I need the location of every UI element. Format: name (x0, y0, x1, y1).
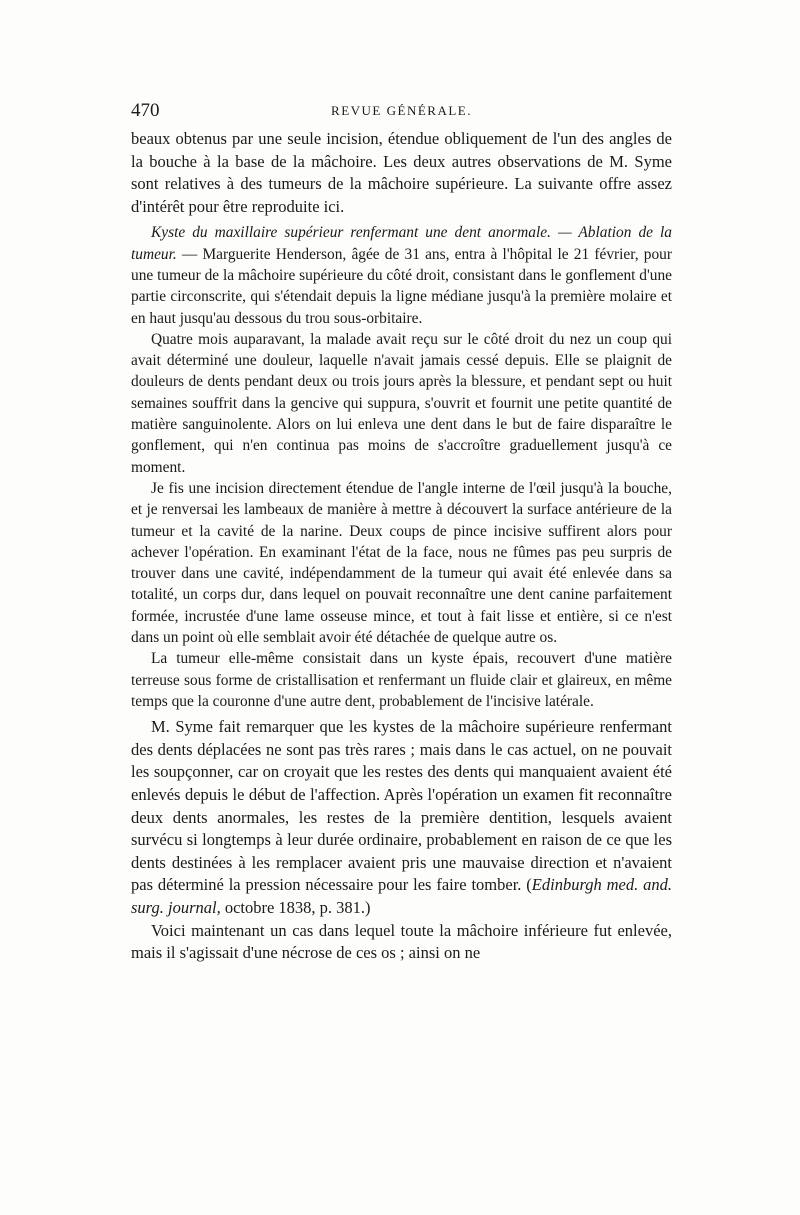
paragraph-intro: beaux obtenus par une seule incision, étendue obliquement de l'un des angles de la bouche à la base de la mâchoire. Les deux autres observations de M. Syme sont relatives à des tumeurs de la mâchoire supérieure. La suivante offre assez d'intérêt pour être reproduite ici. (131, 129, 672, 216)
paragraph-remarks (131, 716, 672, 919)
case-title: Kyste du maxillaire supérieur renfermant une dent anormale. — Ablation de la tumeur. (131, 224, 672, 263)
paragraph-history: Quatre mois auparavant, la malade avait reçu sur le côté droit du nez un coup qui avait déterminé une douleur, laquelle n'avait jamais cessé depuis. Elle se plaignit de douleurs de dents pendant deux ou trois jours après la blessure, et pendant sept ou huit semaines souffrit dans la gencive qui suppura, s'ouvrit et fournit une petite quantité de matière sanguinolente. Alors on lui enleva une dent dans le but de faire disparaître le gonflement, qui n'en continua pas moins de s'accroître graduellement jusqu'à ce moment. (131, 330, 672, 476)
citation-date: octobre 1838, p. 381.) (220, 897, 371, 917)
remarks-text: M. Syme fait remarquer que les kystes de la mâchoire supérieure renfermant des dents déplacées ne sont pas très rares ; mais dans le cas actuel, on ne pouvait les soupçonner, car on croyait que les restes des dents qui manquaient avaient été enlevés depuis le début de l'affection. Après l'opération un examen fit reconnaître deux dents anormales, les restes de la première dentition, lesquels avaient survécu si longtemps à leur durée ordinaire, probablement en raison de ce que les dents destinées à les remplacer avaient pris une mauvaise direction et n'avaient pas déterminé la pression nécessaire pour les faire tomber. ( (131, 717, 672, 895)
page-number: 470 (131, 100, 160, 121)
running-head (131, 100, 672, 124)
case-description: — Marguerite Henderson, âgée de 31 ans, entra à l'hôpital le 21 février, pour une tumeur de la mâchoire supérieure du côté droit, consistant dans le gonflement d'une partie circonscrite, qui s'étendait depuis la ligne médiane jusqu'à la première molaire et en haut jusqu'au dessous du trou sous-orbitaire. (131, 245, 672, 327)
running-title: REVUE GÉNÉRALE. (331, 103, 472, 118)
paragraph-operation: Je fis une incision directement étendue de l'angle interne de l'œil jusqu'à la bouche, et je renversai les lambeaux de manière à mettre à découvert la surface antérieure de la tumeur et la cavité de la narine. Deux coups de pince incisive suffirent alors pour achever l'opération. En examinant l'état de la face, nous ne fûmes pas peu surpris de trouver dans une cavité, indépendamment de la tumeur qui avait été enlevée dans sa totalité, un corps dur, dans lequel on pouvait reconnaître une dent canine parfaitement formée, incrustée d'une lame osseuse mince, et tout à fait lisse et entière, si ce n'est dans un point où elle semblait avoir été détachée de quelque autre os. (131, 479, 672, 647)
paragraph-next-case: Voici maintenant un cas dans lequel toute la mâchoire inférieure fut enlevée, mais il s'agissait d'une nécrose de ces os ; ainsi on ne (131, 920, 672, 963)
body-text (131, 128, 672, 965)
journal-citation: Edinburgh med. and. surg. journal, (131, 875, 672, 917)
paragraph-tumour: La tumeur elle-même consistait dans un kyste épais, recouvert d'une matière terreuse sous forme de cristallisation et renfermant un fluide clair et glaireux, en même temps que la couronne d'une autre dent, probablement de l'incisive latérale. (131, 650, 672, 710)
paragraph-case-heading (131, 222, 672, 328)
